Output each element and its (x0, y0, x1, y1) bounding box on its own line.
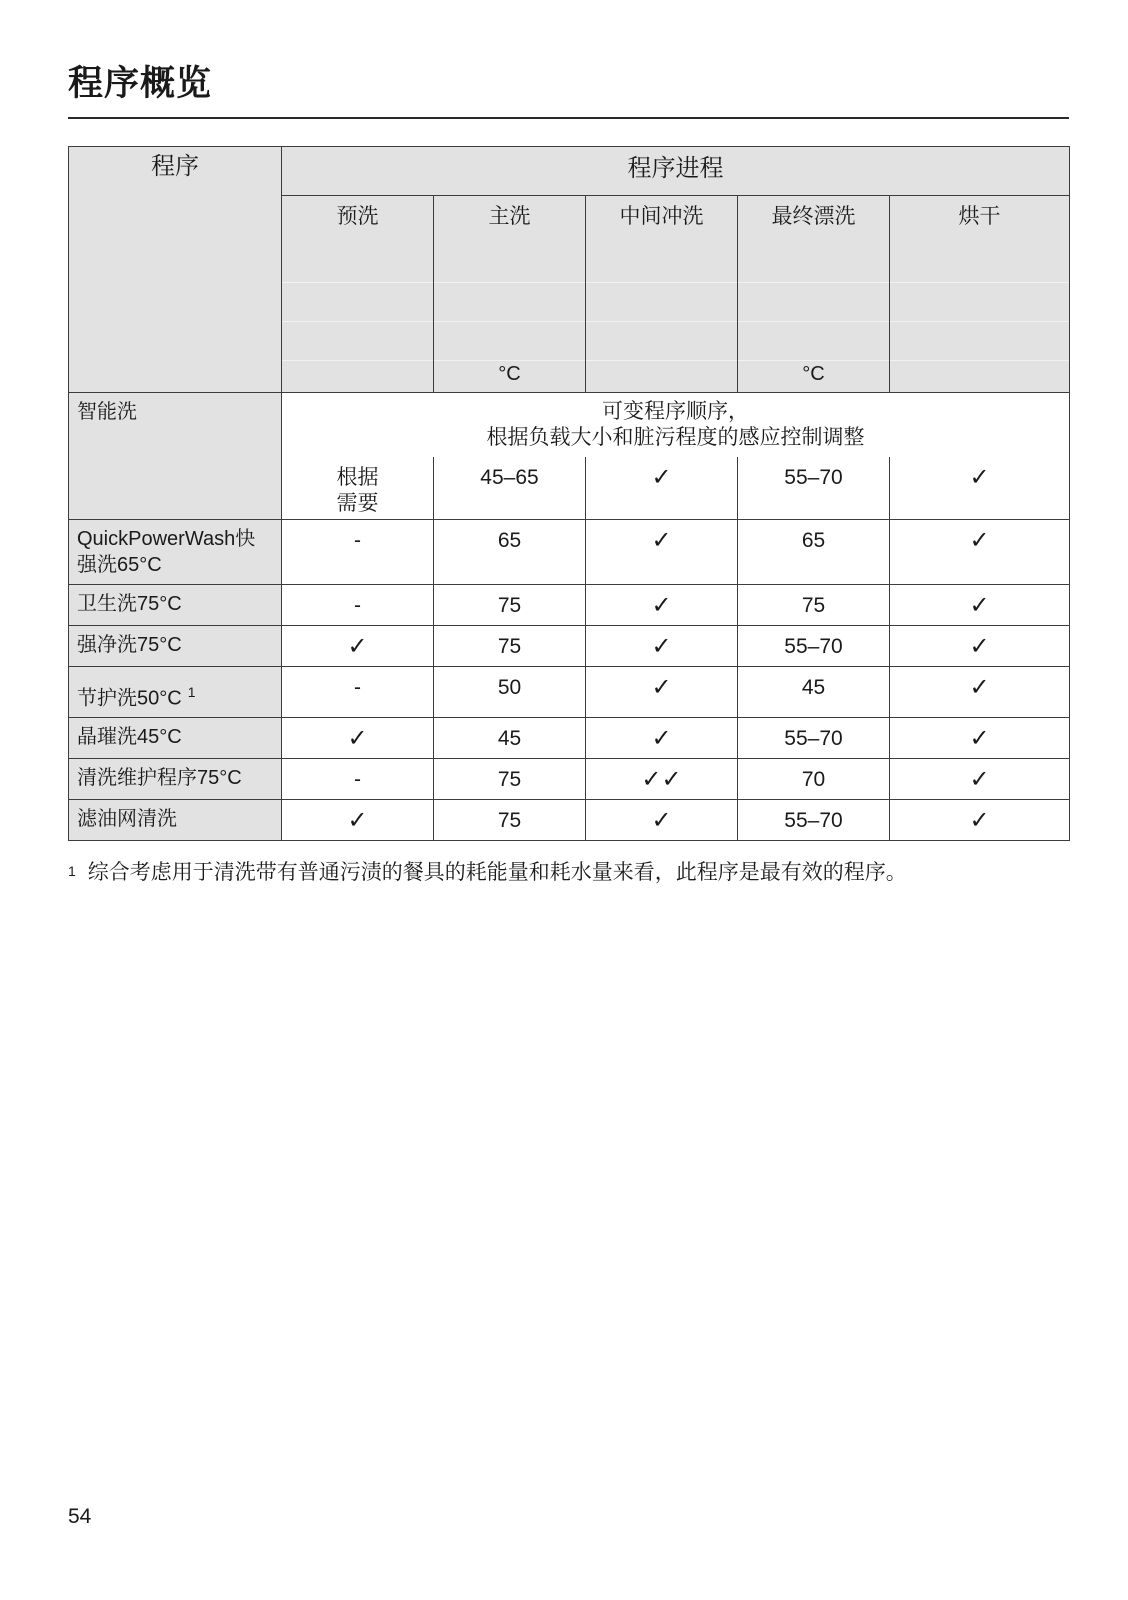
process-header: 程序进程 (282, 147, 1070, 196)
cell-prewash (282, 625, 434, 666)
double-checkmark-icon: ✓✓ (641, 765, 682, 794)
cell-prewash: - (282, 584, 434, 625)
column-label: 主洗 (488, 205, 531, 228)
table-row-smart-note (69, 393, 1070, 458)
cell-main-wash: 50 (434, 666, 586, 718)
checkmark-icon: ✓ (969, 590, 990, 619)
cell-drying (890, 718, 1070, 759)
program-name-text: 节护洗50°C (77, 687, 182, 710)
cell-interim-rinse (586, 718, 738, 759)
cell-main-wash: 75 (434, 759, 586, 800)
cell-interim-rinse (586, 625, 738, 666)
column-label: 烘干 (958, 205, 1001, 228)
table-header-row (69, 147, 1070, 196)
cell-drying (890, 584, 1070, 625)
footnote-mark: 1 (68, 863, 76, 879)
table-row (69, 800, 1070, 841)
checkmark-icon: ✓ (969, 765, 990, 794)
checkmark-icon: ✓ (651, 590, 672, 619)
cell-final-rinse: 55–70 (738, 800, 890, 841)
table-row (69, 625, 1070, 666)
checkmark-icon: ✓ (969, 525, 990, 554)
cell-interim-rinse (586, 457, 738, 519)
program-name-smart: 智能洗 (69, 393, 282, 520)
cell-main-wash: 45 (434, 718, 586, 759)
column-header-drying (890, 196, 1070, 393)
cell-main-wash: 65 (434, 519, 586, 584)
cell-prewash: - (282, 759, 434, 800)
page-number: 54 (68, 1505, 92, 1528)
cell-drying (890, 666, 1070, 718)
smart-note-line-1: 可变程序顺序， (602, 400, 750, 423)
checkmark-icon: ✓ (347, 724, 368, 753)
program-name: 晶璀洗45°C (69, 718, 282, 759)
program-overview-table (68, 146, 1070, 841)
checkmark-icon: ✓ (651, 525, 672, 554)
column-label: 最终漂洗 (771, 205, 856, 228)
checkmark-icon: ✓ (651, 724, 672, 753)
footnote (68, 858, 907, 888)
cell-interim-rinse (586, 759, 738, 800)
table-row (69, 584, 1070, 625)
cell-main-wash: 45–65 (434, 457, 586, 519)
cell-final-rinse: 65 (738, 519, 890, 584)
smart-program-note (282, 393, 1070, 458)
column-header-prewash (282, 196, 434, 393)
checkmark-icon: ✓ (969, 672, 990, 701)
smart-note-line-2: 根据负载大小和脏污程度的感应控制调整 (486, 426, 865, 449)
cell-final-rinse: 70 (738, 759, 890, 800)
prewash-line-1: 根据 (336, 466, 379, 489)
program-name: 强净洗75°C (69, 625, 282, 666)
cell-drying (890, 519, 1070, 584)
cell-main-wash: 75 (434, 800, 586, 841)
program-name (69, 666, 282, 718)
cell-main-wash: 75 (434, 584, 586, 625)
table-row (69, 519, 1070, 584)
cell-main-wash: 75 (434, 625, 586, 666)
checkmark-icon: ✓ (651, 806, 672, 835)
footnote-reference: 1 (187, 683, 196, 700)
checkmark-icon: ✓ (651, 463, 672, 491)
column-header-main-wash (434, 196, 586, 393)
cell-final-rinse: 55–70 (738, 718, 890, 759)
checkmark-icon: ✓ (969, 724, 990, 753)
table-row (69, 759, 1070, 800)
column-label: 中间冲洗 (619, 205, 704, 228)
cell-final-rinse: 75 (738, 584, 890, 625)
column-header-interim-rinse (586, 196, 738, 393)
cell-drying (890, 800, 1070, 841)
cell-drying (890, 625, 1070, 666)
cell-drying (890, 457, 1070, 519)
title-divider (68, 117, 1069, 119)
column-unit: °C (498, 363, 521, 385)
cell-final-rinse: 55–70 (738, 625, 890, 666)
column-header-final-rinse (738, 196, 890, 393)
footnote-text: 综合考虑用于清洗带有普通污渍的餐具的耗能量和耗水量来看，此程序是最有效的程序。 (87, 861, 907, 884)
checkmark-icon: ✓ (651, 631, 672, 660)
program-name: 滤油网清洗 (69, 800, 282, 841)
cell-interim-rinse (586, 800, 738, 841)
cell-interim-rinse (586, 666, 738, 718)
program-name: QuickPowerWash快强洗65°C (69, 519, 282, 584)
page-title: 程序概览 (68, 64, 213, 103)
column-unit: °C (802, 363, 825, 385)
prewash-line-2: 需要 (336, 492, 379, 515)
checkmark-icon: ✓ (347, 806, 368, 835)
cell-prewash (282, 800, 434, 841)
program-name: 清洗维护程序75°C (69, 759, 282, 800)
cell-drying (890, 759, 1070, 800)
checkmark-icon: ✓ (969, 463, 990, 491)
checkmark-icon: ✓ (969, 806, 990, 835)
cell-final-rinse: 45 (738, 666, 890, 718)
program-name: 卫生洗75°C (69, 584, 282, 625)
cell-prewash: - (282, 666, 434, 718)
cell-final-rinse: 55–70 (738, 457, 890, 519)
cell-prewash (282, 718, 434, 759)
table-row (69, 718, 1070, 759)
cell-interim-rinse (586, 519, 738, 584)
checkmark-icon: ✓ (347, 631, 368, 660)
table-row (69, 666, 1070, 718)
cell-prewash: - (282, 519, 434, 584)
checkmark-icon: ✓ (651, 672, 672, 701)
cell-interim-rinse (586, 584, 738, 625)
checkmark-icon: ✓ (969, 631, 990, 660)
program-header: 程序 (69, 147, 282, 393)
column-label: 预洗 (336, 205, 379, 228)
cell-prewash (282, 457, 434, 519)
